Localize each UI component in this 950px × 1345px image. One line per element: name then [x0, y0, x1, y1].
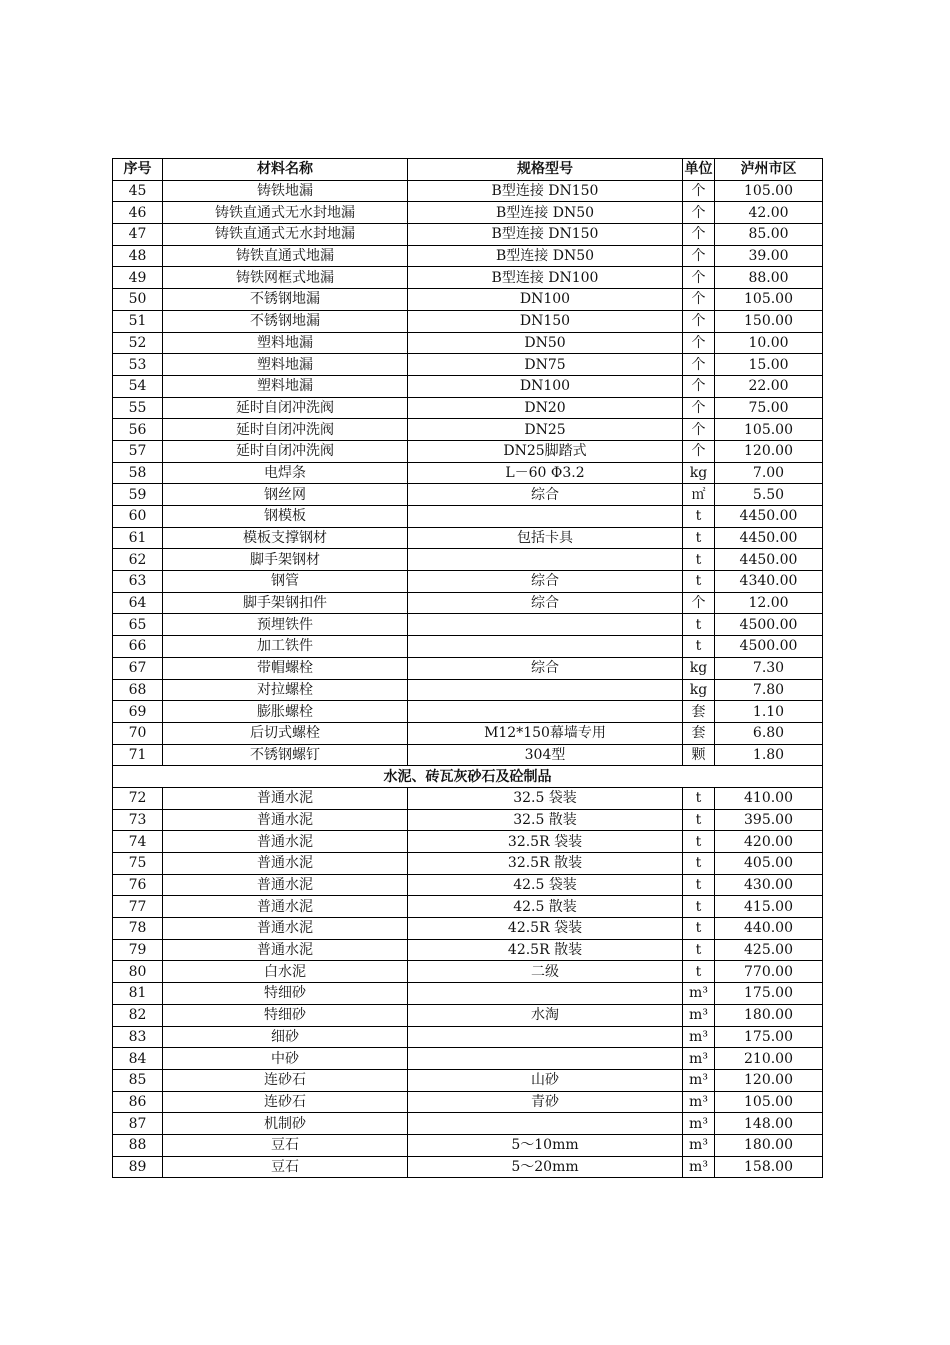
cell-no: 82: [113, 1004, 163, 1026]
cell-unit: m³: [683, 983, 715, 1005]
table-row: [113, 918, 823, 940]
table-row: [113, 592, 823, 614]
header-row: [113, 159, 823, 181]
cell-price: 85.00: [715, 224, 823, 246]
cell-spec: 32.5R 袋装: [408, 831, 683, 853]
cell-spec: 32.5R 散装: [408, 853, 683, 875]
cell-unit: t: [683, 571, 715, 593]
cell-unit: t: [683, 896, 715, 918]
table-row: [113, 224, 823, 246]
cell-name: 铸铁直通式无水封地漏: [163, 224, 408, 246]
cell-spec: DN50: [408, 332, 683, 354]
cell-no: 88: [113, 1134, 163, 1156]
cell-name: 塑料地漏: [163, 354, 408, 376]
cell-no: 48: [113, 245, 163, 267]
cell-price: 175.00: [715, 983, 823, 1005]
table-row: [113, 419, 823, 441]
cell-price: 180.00: [715, 1134, 823, 1156]
cell-name: 特细砂: [163, 1004, 408, 1026]
cell-price: 39.00: [715, 245, 823, 267]
cell-spec: 包括卡具: [408, 527, 683, 549]
cell-no: 50: [113, 289, 163, 311]
table-row: [113, 571, 823, 593]
cell-price: 120.00: [715, 1069, 823, 1091]
cell-no: 71: [113, 744, 163, 766]
table-row: [113, 397, 823, 419]
cell-no: 67: [113, 657, 163, 679]
cell-unit: t: [683, 527, 715, 549]
cell-spec: M12*150幕墙专用: [408, 722, 683, 744]
cell-spec: 山砂: [408, 1069, 683, 1091]
cell-no: 46: [113, 202, 163, 224]
table-row: [113, 657, 823, 679]
cell-name: 不锈钢螺钉: [163, 744, 408, 766]
cell-spec: 42.5 散装: [408, 896, 683, 918]
cell-spec: 综合: [408, 657, 683, 679]
table-row: [113, 245, 823, 267]
cell-name: 铸铁直通式无水封地漏: [163, 202, 408, 224]
cell-no: 89: [113, 1156, 163, 1178]
cell-no: 72: [113, 787, 163, 809]
cell-name: 加工铁件: [163, 636, 408, 658]
cell-unit: m³: [683, 1113, 715, 1135]
cell-price: 105.00: [715, 1091, 823, 1113]
cell-name: 钢模板: [163, 506, 408, 528]
cell-no: 74: [113, 831, 163, 853]
cell-no: 63: [113, 571, 163, 593]
cell-no: 55: [113, 397, 163, 419]
cell-price: 405.00: [715, 853, 823, 875]
cell-spec: [408, 983, 683, 1005]
table-row: [113, 701, 823, 723]
cell-no: 85: [113, 1069, 163, 1091]
table-row: [113, 874, 823, 896]
cell-spec: B型连接 DN150: [408, 224, 683, 246]
cell-no: 52: [113, 332, 163, 354]
table-row: [113, 983, 823, 1005]
cell-price: 4450.00: [715, 506, 823, 528]
cell-unit: t: [683, 961, 715, 983]
cell-unit: 个: [683, 245, 715, 267]
table-row: [113, 614, 823, 636]
cell-name: 连砂石: [163, 1091, 408, 1113]
cell-unit: 个: [683, 332, 715, 354]
cell-no: 77: [113, 896, 163, 918]
cell-spec: L－60 Φ3.2: [408, 462, 683, 484]
cell-price: 430.00: [715, 874, 823, 896]
table-row: [113, 1026, 823, 1048]
cell-spec: DN20: [408, 397, 683, 419]
table-row: [113, 527, 823, 549]
cell-no: 61: [113, 527, 163, 549]
cell-price: 4340.00: [715, 571, 823, 593]
cell-no: 59: [113, 484, 163, 506]
cell-spec: [408, 1048, 683, 1070]
cell-price: 415.00: [715, 896, 823, 918]
cell-spec: [408, 679, 683, 701]
cell-unit: t: [683, 853, 715, 875]
table-row: [113, 1048, 823, 1070]
cell-unit: m³: [683, 1026, 715, 1048]
cell-unit: t: [683, 614, 715, 636]
table-row: [113, 180, 823, 202]
cell-unit: ㎡: [683, 484, 715, 506]
table-row: [113, 636, 823, 658]
table-row: [113, 332, 823, 354]
cell-name: 延时自闭冲洗阀: [163, 397, 408, 419]
table-row: [113, 744, 823, 766]
cell-unit: m³: [683, 1069, 715, 1091]
table-row: [113, 961, 823, 983]
table-row: [113, 1113, 823, 1135]
cell-name: 铸铁地漏: [163, 180, 408, 202]
cell-no: 51: [113, 310, 163, 332]
cell-price: 88.00: [715, 267, 823, 289]
cell-unit: 个: [683, 592, 715, 614]
cell-no: 57: [113, 440, 163, 462]
cell-name: 不锈钢地漏: [163, 289, 408, 311]
cell-no: 86: [113, 1091, 163, 1113]
cell-name: 白水泥: [163, 961, 408, 983]
cell-spec: 综合: [408, 592, 683, 614]
header-name: 材料名称: [163, 159, 408, 181]
table-row: [113, 267, 823, 289]
cell-price: 105.00: [715, 180, 823, 202]
cell-price: 42.00: [715, 202, 823, 224]
table-row: [113, 310, 823, 332]
cell-unit: t: [683, 831, 715, 853]
cell-name: 钢管: [163, 571, 408, 593]
cell-no: 49: [113, 267, 163, 289]
cell-name: 普通水泥: [163, 809, 408, 831]
cell-price: 7.30: [715, 657, 823, 679]
cell-no: 69: [113, 701, 163, 723]
cell-name: 普通水泥: [163, 918, 408, 940]
table-row: [113, 896, 823, 918]
cell-spec: 42.5 袋装: [408, 874, 683, 896]
cell-spec: 304型: [408, 744, 683, 766]
cell-name: 普通水泥: [163, 896, 408, 918]
cell-price: 4450.00: [715, 527, 823, 549]
cell-spec: [408, 636, 683, 658]
cell-price: 22.00: [715, 375, 823, 397]
cell-name: 延时自闭冲洗阀: [163, 419, 408, 441]
cell-no: 70: [113, 722, 163, 744]
cell-price: 6.80: [715, 722, 823, 744]
cell-spec: 42.5R 袋装: [408, 918, 683, 940]
cell-unit: m³: [683, 1156, 715, 1178]
cell-no: 47: [113, 224, 163, 246]
cell-name: 普通水泥: [163, 874, 408, 896]
cell-name: 普通水泥: [163, 939, 408, 961]
cell-unit: 个: [683, 267, 715, 289]
cell-spec: [408, 701, 683, 723]
cell-spec: DN25脚踏式: [408, 440, 683, 462]
cell-unit: m³: [683, 1004, 715, 1026]
cell-price: 410.00: [715, 787, 823, 809]
cell-unit: t: [683, 874, 715, 896]
cell-no: 45: [113, 180, 163, 202]
header-spec: 规格型号: [408, 159, 683, 181]
cell-no: 78: [113, 918, 163, 940]
cell-spec: 综合: [408, 484, 683, 506]
cell-unit: 个: [683, 440, 715, 462]
table-row: [113, 375, 823, 397]
cell-price: 7.00: [715, 462, 823, 484]
cell-name: 普通水泥: [163, 853, 408, 875]
cell-no: 79: [113, 939, 163, 961]
cell-unit: 套: [683, 722, 715, 744]
cell-name: 膨胀螺栓: [163, 701, 408, 723]
cell-name: 延时自闭冲洗阀: [163, 440, 408, 462]
table-body-cement: [113, 787, 823, 1177]
cell-unit: 颗: [683, 744, 715, 766]
cell-unit: 个: [683, 354, 715, 376]
cell-spec: [408, 506, 683, 528]
cell-name: 连砂石: [163, 1069, 408, 1091]
cell-no: 66: [113, 636, 163, 658]
cell-name: 铸铁网框式地漏: [163, 267, 408, 289]
header-no: 序号: [113, 159, 163, 181]
header-price: 泸州市区: [715, 159, 823, 181]
cell-spec: B型连接 DN50: [408, 245, 683, 267]
cell-no: 65: [113, 614, 163, 636]
table-row: [113, 354, 823, 376]
cell-no: 58: [113, 462, 163, 484]
cell-spec: DN100: [408, 375, 683, 397]
cell-unit: t: [683, 506, 715, 528]
cell-unit: 个: [683, 202, 715, 224]
cell-unit: kg: [683, 657, 715, 679]
cell-unit: 个: [683, 180, 715, 202]
table-row: [113, 289, 823, 311]
cell-name: 脚手架钢扣件: [163, 592, 408, 614]
cell-name: 电焊条: [163, 462, 408, 484]
cell-name: 普通水泥: [163, 787, 408, 809]
cell-name: 特细砂: [163, 983, 408, 1005]
cell-price: 175.00: [715, 1026, 823, 1048]
cell-no: 84: [113, 1048, 163, 1070]
section-row: [113, 766, 823, 788]
cell-spec: B型连接 DN100: [408, 267, 683, 289]
cell-spec: 青砂: [408, 1091, 683, 1113]
cell-price: 1.10: [715, 701, 823, 723]
cell-price: 4500.00: [715, 636, 823, 658]
cell-price: 420.00: [715, 831, 823, 853]
cell-spec: [408, 614, 683, 636]
cell-name: 塑料地漏: [163, 375, 408, 397]
cell-unit: t: [683, 636, 715, 658]
cell-name: 钢丝网: [163, 484, 408, 506]
cell-spec: [408, 1113, 683, 1135]
cell-spec: 42.5R 散装: [408, 939, 683, 961]
table-row: [113, 549, 823, 571]
cell-name: 豆石: [163, 1134, 408, 1156]
cell-price: 7.80: [715, 679, 823, 701]
cell-unit: kg: [683, 462, 715, 484]
cell-spec: DN25: [408, 419, 683, 441]
cell-price: 12.00: [715, 592, 823, 614]
cell-unit: kg: [683, 679, 715, 701]
cell-price: 148.00: [715, 1113, 823, 1135]
cell-name: 后切式螺栓: [163, 722, 408, 744]
cell-price: 4500.00: [715, 614, 823, 636]
cell-unit: m³: [683, 1134, 715, 1156]
cell-name: 豆石: [163, 1156, 408, 1178]
cell-price: 105.00: [715, 419, 823, 441]
table-row: [113, 722, 823, 744]
table-body-fittings: [113, 180, 823, 766]
cell-unit: t: [683, 809, 715, 831]
cell-unit: 套: [683, 701, 715, 723]
cell-spec: 32.5 散装: [408, 809, 683, 831]
table-row: [113, 831, 823, 853]
cell-no: 83: [113, 1026, 163, 1048]
cell-spec: DN150: [408, 310, 683, 332]
cell-spec: DN100: [408, 289, 683, 311]
cell-name: 模板支撑钢材: [163, 527, 408, 549]
cell-price: 180.00: [715, 1004, 823, 1026]
cell-unit: m³: [683, 1091, 715, 1113]
cell-unit: t: [683, 918, 715, 940]
cell-name: 普通水泥: [163, 831, 408, 853]
table-row: [113, 787, 823, 809]
cell-no: 60: [113, 506, 163, 528]
cell-name: 对拉螺栓: [163, 679, 408, 701]
cell-unit: t: [683, 787, 715, 809]
cell-price: 105.00: [715, 289, 823, 311]
cell-no: 53: [113, 354, 163, 376]
cell-price: 120.00: [715, 440, 823, 462]
cell-price: 10.00: [715, 332, 823, 354]
table-row: [113, 484, 823, 506]
cell-spec: 5～10mm: [408, 1134, 683, 1156]
cell-price: 4450.00: [715, 549, 823, 571]
cell-no: 76: [113, 874, 163, 896]
cell-spec: [408, 1026, 683, 1048]
cell-spec: 综合: [408, 571, 683, 593]
cell-name: 塑料地漏: [163, 332, 408, 354]
material-price-table: [112, 158, 823, 1178]
cell-price: 75.00: [715, 397, 823, 419]
cell-unit: m³: [683, 1048, 715, 1070]
cell-price: 770.00: [715, 961, 823, 983]
cell-price: 5.50: [715, 484, 823, 506]
cell-price: 15.00: [715, 354, 823, 376]
cell-unit: 个: [683, 397, 715, 419]
cell-spec: B型连接 DN50: [408, 202, 683, 224]
cell-price: 210.00: [715, 1048, 823, 1070]
table-row: [113, 1069, 823, 1091]
cell-name: 脚手架钢材: [163, 549, 408, 571]
cell-spec: 5～20mm: [408, 1156, 683, 1178]
cell-name: 预埋铁件: [163, 614, 408, 636]
cell-unit: t: [683, 549, 715, 571]
cell-unit: t: [683, 939, 715, 961]
table-row: [113, 1134, 823, 1156]
table-row: [113, 462, 823, 484]
cell-spec: B型连接 DN150: [408, 180, 683, 202]
cell-price: 1.80: [715, 744, 823, 766]
cell-unit: 个: [683, 289, 715, 311]
cell-no: 56: [113, 419, 163, 441]
cell-price: 440.00: [715, 918, 823, 940]
cell-no: 80: [113, 961, 163, 983]
table-row: [113, 679, 823, 701]
cell-no: 64: [113, 592, 163, 614]
table-row: [113, 1156, 823, 1178]
cell-spec: DN75: [408, 354, 683, 376]
cell-price: 150.00: [715, 310, 823, 332]
cell-name: 中砂: [163, 1048, 408, 1070]
header-unit: 单位: [683, 159, 715, 181]
table-row: [113, 1004, 823, 1026]
cell-no: 68: [113, 679, 163, 701]
section-title: 水泥、砖瓦灰砂石及砼制品: [113, 766, 823, 788]
cell-spec: 二级: [408, 961, 683, 983]
cell-name: 不锈钢地漏: [163, 310, 408, 332]
table-row: [113, 939, 823, 961]
cell-price: 158.00: [715, 1156, 823, 1178]
table-row: [113, 440, 823, 462]
table-row: [113, 202, 823, 224]
cell-price: 425.00: [715, 939, 823, 961]
cell-no: 81: [113, 983, 163, 1005]
cell-name: 机制砂: [163, 1113, 408, 1135]
cell-spec: [408, 549, 683, 571]
cell-no: 75: [113, 853, 163, 875]
table-row: [113, 506, 823, 528]
cell-name: 带帽螺栓: [163, 657, 408, 679]
cell-price: 395.00: [715, 809, 823, 831]
cell-no: 62: [113, 549, 163, 571]
cell-no: 87: [113, 1113, 163, 1135]
cell-name: 铸铁直通式地漏: [163, 245, 408, 267]
cell-spec: 水淘: [408, 1004, 683, 1026]
table-row: [113, 1091, 823, 1113]
cell-name: 细砂: [163, 1026, 408, 1048]
table-row: [113, 853, 823, 875]
table-body-section: [113, 766, 823, 788]
cell-spec: 32.5 袋装: [408, 787, 683, 809]
cell-unit: 个: [683, 375, 715, 397]
cell-no: 54: [113, 375, 163, 397]
cell-unit: 个: [683, 419, 715, 441]
cell-unit: 个: [683, 310, 715, 332]
cell-no: 73: [113, 809, 163, 831]
cell-unit: 个: [683, 224, 715, 246]
table-row: [113, 809, 823, 831]
